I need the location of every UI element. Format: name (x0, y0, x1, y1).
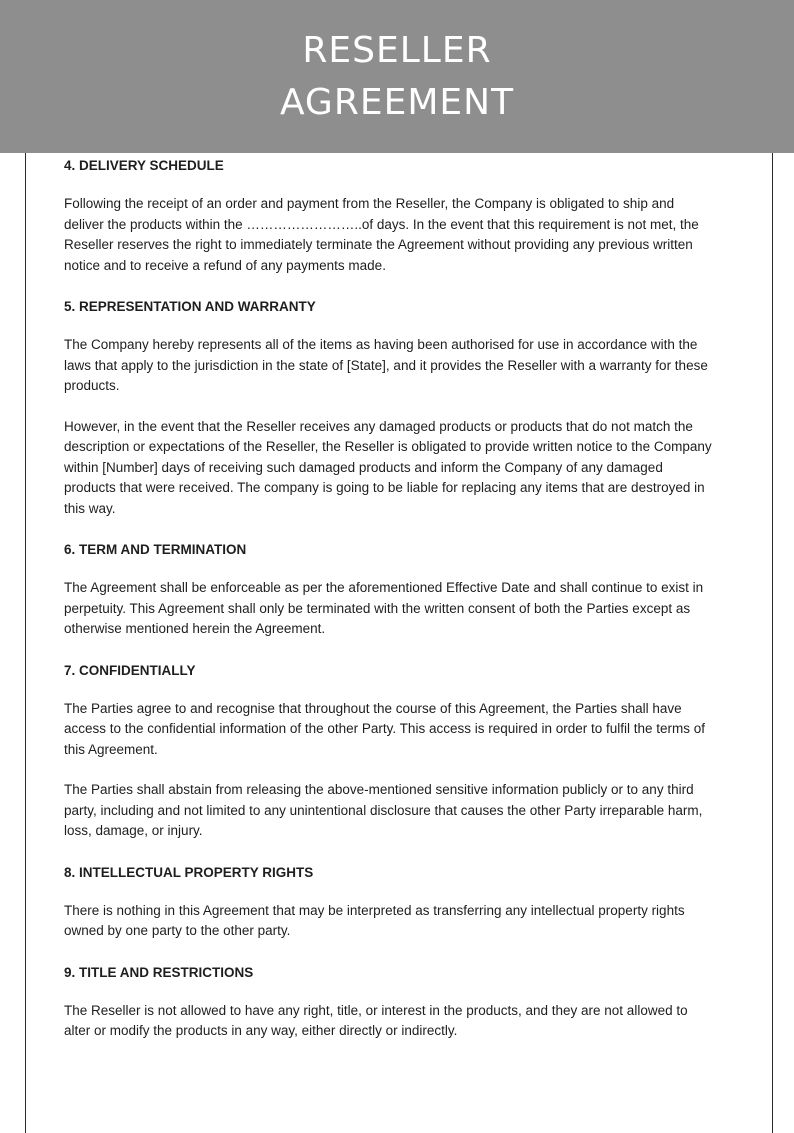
section-paragraph: However, in the event that the Reseller receives any damaged products or products that do not match the description or expectations of the Reseller, the Reseller is obligated to provide written notice to the Company within [Number] days of receiving such damaged products and inform the Company of any damaged products that were received. The company is going to be liable for replacing any items that are destroyed in this way. (64, 418, 712, 516)
section-paragraph: There is nothing in this Agreement that may be interpreted as transferring any intellectual property rights owned by one party to the other party. (64, 902, 685, 938)
section-title-restrictions (64, 962, 714, 1042)
section-term-termination (64, 539, 714, 640)
section-heading: 6. TERM AND TERMINATION (64, 542, 247, 557)
section-paragraph: The Parties shall abstain from releasing the above-mentioned sensitive information publicly or to any third party, including and not limited to any unintentional disclosure that causes the other Party irreparable harm, loss, damage, or injury. (64, 782, 703, 838)
section-paragraph: The Parties agree to and recognise that throughout the course of this Agreement, the Parties shall have access to the confidential information of the other Party. This access is required in order to fulfil the terms of this Agreement. (64, 700, 706, 757)
section-confidentially (64, 660, 714, 842)
section-delivery-schedule (64, 155, 714, 276)
section-paragraph: Following the receipt of an order and payment from the Reseller, the Company is obligated to ship and deliver the products within the ……………………..of days. In the event that this requirement is not met, the Reseller reserves the right to immediately terminate the Agreement without providing any previous written notice and to receive a refund of any payments made. (64, 196, 699, 273)
title-banner (0, 0, 794, 153)
document-title: RESELLER AGREEMENT (279, 29, 515, 123)
section-heading: 8. INTELLECTUAL PROPERTY RIGHTS (64, 864, 314, 880)
section-paragraph: The Company hereby represents all of the items as having been authorised for use in accordance with the laws that apply to the jurisdiction in the state of [State], and it provides the Reseller with a warranty for these products. (64, 337, 708, 393)
section-heading: 7. CONFIDENTIALLY (64, 662, 196, 678)
section-representation-warranty (64, 296, 714, 519)
document-body (64, 155, 714, 1062)
section-heading: 9. TITLE AND RESTRICTIONS (64, 964, 254, 980)
section-heading: 4. DELIVERY SCHEDULE (64, 158, 224, 173)
section-paragraph: The Agreement shall be enforceable as per the aforementioned Effective Date and shall continue to exist in perpetuity. This Agreement shall only be terminated with the written consent of both the Parties except as otherwise mentioned herein the Agreement. (64, 580, 704, 636)
section-heading: 5. REPRESENTATION AND WARRANTY (64, 299, 316, 314)
section-paragraph: The Reseller is not allowed to have any right, title, or interest in the products, and they are not allowed to alter or modify the products in any way, either directly or indirectly. (64, 1002, 688, 1038)
section-intellectual-property (64, 862, 714, 942)
